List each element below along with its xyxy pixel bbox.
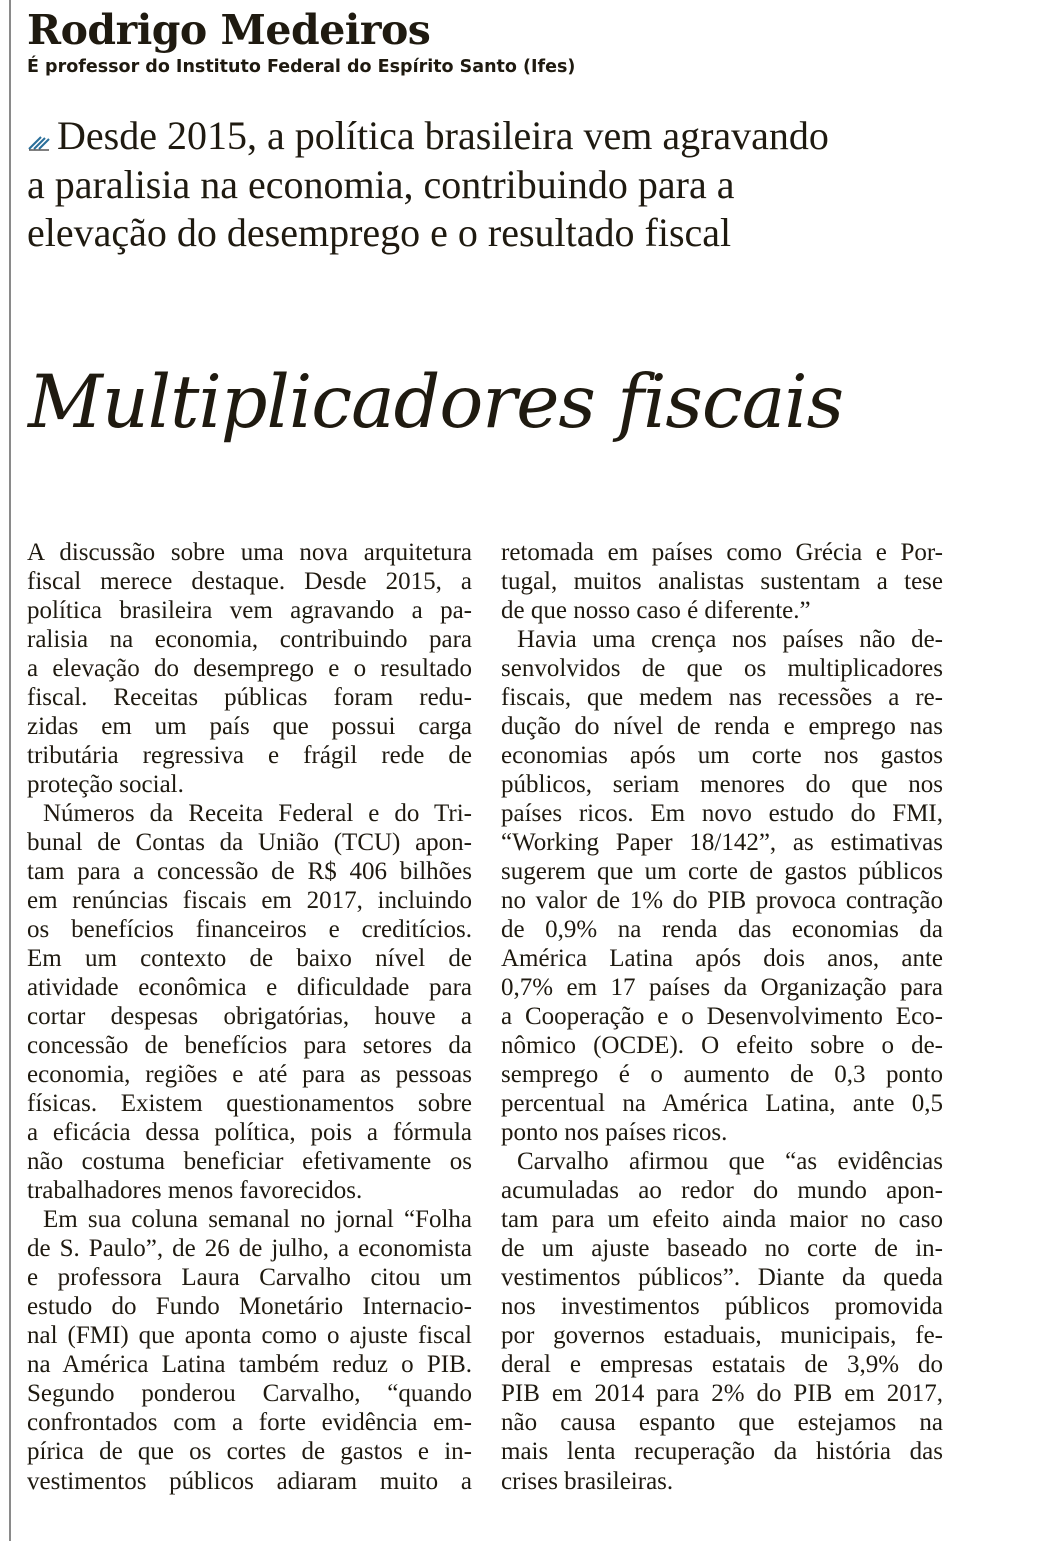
text-line: bunal de Contas da União (TCU) apon- xyxy=(27,829,472,857)
text-line: retomada em países como Grécia e Por- xyxy=(501,539,943,566)
text-line: os benefícios financeiros e creditícios. xyxy=(27,916,472,944)
slash-lines-icon xyxy=(27,129,51,151)
text-line: atividade econômica e dificuldade para xyxy=(27,974,472,1002)
text-line: trabalhadores menos favorecidos. xyxy=(27,1177,363,1205)
paragraph xyxy=(501,625,943,1147)
column-right xyxy=(501,538,943,1496)
text-line: proteção social. xyxy=(27,771,184,799)
deck-line: a paralisia na economia, contribuindo para a xyxy=(27,161,735,207)
text-line: crises brasileiras. xyxy=(501,1467,674,1495)
text-line: Carvalho afirmou que “as evidências xyxy=(517,1148,943,1176)
text-line: de um ajuste baseado no corte de in- xyxy=(501,1235,943,1263)
paragraph xyxy=(27,538,472,799)
text-line: tam para um efeito ainda maior no caso xyxy=(501,1206,943,1234)
text-line: públicos, seriam menores do que nos xyxy=(501,771,943,799)
text-line: fiscal merece destaque. Desde 2015, a xyxy=(27,568,472,596)
text-line: política brasileira vem agravando a pa- xyxy=(27,597,472,625)
paragraph xyxy=(501,1147,943,1495)
text-line: estudo do Fundo Monetário Internacio- xyxy=(27,1293,472,1321)
text-line: países ricos. Em novo estudo do FMI, xyxy=(501,800,943,828)
text-line: no valor de 1% do PIB provoca contração xyxy=(501,887,943,915)
column-rule xyxy=(9,0,11,1541)
text-line: Segundo ponderou Carvalho, “quando xyxy=(27,1380,472,1408)
text-line: A discussão sobre uma nova arquitetura xyxy=(27,539,472,566)
text-line: de 0,9% na renda das economias da xyxy=(501,916,943,944)
text-line: 0,7% em 17 países da Organização para xyxy=(501,974,943,1002)
deck-line xyxy=(27,112,927,161)
text-line: na América Latina também reduz o PIB. xyxy=(27,1351,472,1379)
text-line: nômico (OCDE). O efeito sobre o de- xyxy=(501,1032,943,1060)
text-line: mais lenta recuperação da história das xyxy=(501,1438,943,1466)
deck-line: elevação do desemprego e o resultado fiscal xyxy=(27,210,732,255)
text-line: economias após um corte nos gastos xyxy=(501,742,943,770)
text-line: em renúncias fiscais em 2017, incluindo xyxy=(27,887,472,915)
text-line: deral e empresas estatais de 3,9% do xyxy=(501,1351,943,1379)
text-line: concessão de benefícios para setores da xyxy=(27,1032,472,1060)
text-line: confrontados com a forte evidência em- xyxy=(27,1409,472,1437)
text-line: semprego é o aumento de 0,3 ponto xyxy=(501,1061,943,1089)
text-line: ralisia na economia, contribuindo para xyxy=(27,626,472,654)
text-line: Em sua coluna semanal no jornal “Folha xyxy=(43,1206,472,1234)
text-line: por governos estaduais, municipais, fe- xyxy=(501,1322,943,1350)
text-line: PIB em 2014 para 2% do PIB em 2017, xyxy=(501,1380,943,1408)
article-title: Multiplicadores fiscais xyxy=(28,360,844,445)
author-role: É professor do Instituto Federal do Espírito Santo (Ifes) xyxy=(27,57,576,77)
paragraph xyxy=(27,799,472,1205)
text-line: tugal, muitos analistas sustentam a tese xyxy=(501,568,943,596)
text-line: a Cooperação e o Desenvolvimento Eco- xyxy=(501,1003,943,1031)
text-line: não causa espanto que estejamos na xyxy=(501,1409,943,1437)
column-left xyxy=(27,538,472,1496)
text-line: a elevação do desemprego e o resultado xyxy=(27,655,472,683)
text-line: de que nosso caso é diferente.” xyxy=(501,597,811,625)
text-line: acumuladas ao redor do mundo apon- xyxy=(501,1177,943,1205)
paragraph xyxy=(27,1205,472,1495)
text-line: América Latina após dois anos, ante xyxy=(501,945,943,973)
paragraph xyxy=(501,538,943,625)
text-line: e professora Laura Carvalho citou um xyxy=(27,1264,472,1292)
text-line: “Working Paper 18/142”, as estimativas xyxy=(501,829,943,857)
text-line: vestimentos públicos adiaram muito a xyxy=(27,1467,472,1495)
text-line: zidas em um país que possui carga xyxy=(27,713,472,741)
text-line: percentual na América Latina, ante 0,5 xyxy=(501,1090,943,1118)
text-line: físicas. Existem questionamentos sobre xyxy=(27,1090,472,1118)
text-line: economia, regiões e até para as pessoas xyxy=(27,1061,472,1089)
text-line: Em um contexto de baixo nível de xyxy=(27,945,472,973)
deck xyxy=(27,112,927,258)
text-line: não costuma beneficiar efetivamente os xyxy=(27,1148,472,1176)
text-line: fiscais, que medem nas recessões a re- xyxy=(501,684,943,712)
text-line: tributária regressiva e frágil rede de xyxy=(27,742,472,770)
text-line: cortar despesas obrigatórias, houve a xyxy=(27,1003,472,1031)
text-line: senvolvidos de que os multiplicadores xyxy=(501,655,943,683)
text-line: sugerem que um corte de gastos públicos xyxy=(501,858,943,886)
text-line: Números da Receita Federal e do Tri- xyxy=(43,800,472,828)
text-line: de S. Paulo”, de 26 de julho, a economista xyxy=(27,1235,472,1263)
text-line: tam para a concessão de R$ 406 bilhões xyxy=(27,858,472,886)
text-line: nal (FMI) que aponta como o ajuste fiscal xyxy=(27,1322,472,1350)
text-line: pírica de que os cortes de gastos e in- xyxy=(27,1438,472,1466)
text-line: a eficácia dessa política, pois a fórmula xyxy=(27,1119,472,1147)
text-line: ponto nos países ricos. xyxy=(501,1119,728,1147)
text-line: Havia uma crença nos países não de- xyxy=(517,626,943,654)
text-line: vestimentos públicos”. Diante da queda xyxy=(501,1264,943,1292)
text-line: dução do nível de renda e emprego nas xyxy=(501,713,943,741)
author-name: Rodrigo Medeiros xyxy=(27,6,431,54)
text-line: nos investimentos públicos promovida xyxy=(501,1293,943,1321)
deck-line-text: Desde 2015, a política brasileira vem agravando xyxy=(57,113,829,158)
text-line: fiscal. Receitas públicas foram redu- xyxy=(27,684,472,712)
